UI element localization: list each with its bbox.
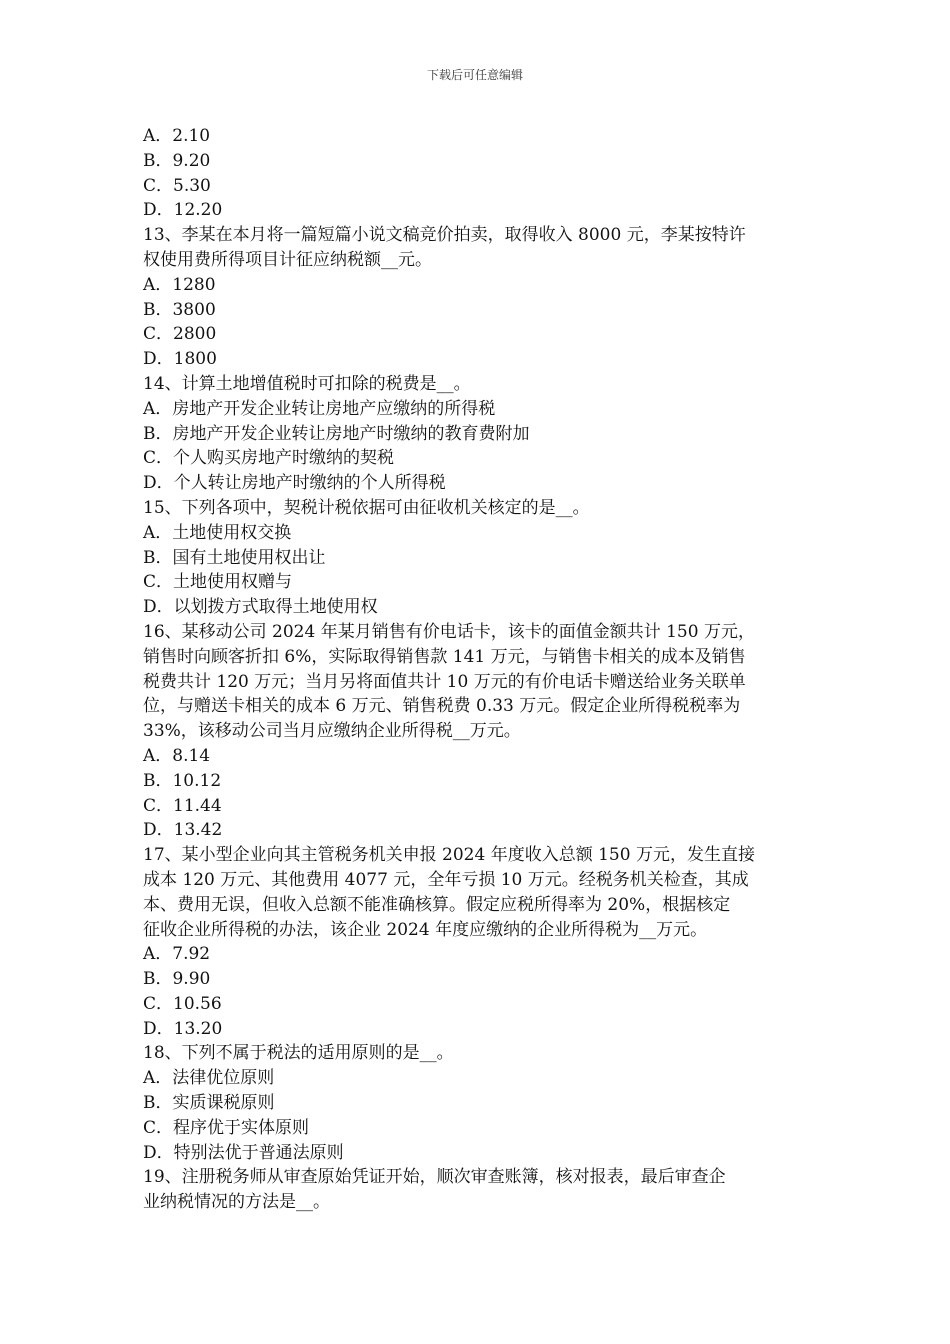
- text-line: A．2.10: [143, 126, 211, 146]
- text-line: D．13.42: [143, 820, 223, 841]
- text-line: B．3800: [143, 299, 216, 320]
- document-body: [143, 124, 808, 1215]
- text-line: A．8.14: [143, 745, 211, 766]
- text-line: 位，与赠送卡相关的成本 6 万元、销售税费 0.33 万元。假定企业所得税税率为: [143, 696, 741, 717]
- text-line: 33%，该移动公司当月应缴纳企业所得税__万元。: [143, 721, 521, 742]
- text-line: C．程序优于实体原则: [143, 1117, 310, 1138]
- text-line: 征收企业所得税的办法，该企业 2024 年度应缴纳的企业所得税为__万元。: [143, 919, 708, 940]
- text-line: C．2800: [143, 324, 217, 345]
- text-line: 15、下列各项中，契税计税依据可由征收机关核定的是__。: [143, 497, 590, 518]
- text-line: C．土地使用权赠与: [143, 572, 293, 593]
- text-line: B．实质课税原则: [143, 1093, 275, 1114]
- text-line: 19、注册税务师从审查原始凭证开始，顺次审查账簿，核对报表，最后审查企: [143, 1167, 726, 1188]
- text-line: 税费共计 120 万元；当月另将面值共计 10 万元的有价电话卡赠送给业务关联单: [143, 671, 746, 692]
- text-line: A．1280: [143, 274, 216, 295]
- text-line: B．10.12: [143, 770, 222, 791]
- text-line: 成本 120 万元、其他费用 4077 元，全年亏损 10 万元。经税务机关检查，其成: [143, 869, 749, 890]
- text-line: C．10.56: [143, 993, 222, 1014]
- page-header: 下载后可任意编辑: [426, 68, 523, 82]
- text-line: D．特别法优于普通法原则: [143, 1142, 344, 1163]
- text-line: B．9.20: [143, 150, 211, 171]
- text-line: B．9.90: [143, 969, 211, 990]
- text-line: C．11.44: [143, 795, 222, 816]
- text-line: C．5.30: [143, 175, 211, 196]
- text-line: B．国有土地使用权出让: [143, 547, 326, 568]
- text-line: 14、计算土地增值税时可扣除的税费是__。: [143, 373, 471, 394]
- text-line: 权使用费所得项目计征应纳税额__元。: [143, 249, 432, 270]
- text-line: D．以划拨方式取得土地使用权: [143, 597, 378, 618]
- text-line: B．房地产开发企业转让房地产时缴纳的教育费附加: [143, 423, 530, 444]
- text-line: A．房地产开发企业转让房地产应缴纳的所得税: [143, 398, 496, 419]
- text-line: D．12.20: [143, 200, 223, 221]
- text-line: 16、某移动公司 2024 年某月销售有价电话卡，该卡的面值金额共计 150 万元，: [143, 621, 755, 642]
- text-line: D．个人转让房地产时缴纳的个人所得税: [143, 473, 446, 494]
- text-line: A．土地使用权交换: [143, 522, 292, 543]
- text-line: 本、费用无误，但收入总额不能准确核算。假定应税所得率为 20%，根据核定: [143, 894, 731, 915]
- text-line: 13、李某在本月将一篇短篇小说文稿竞价拍卖，取得收入 8000 元，李某按特许: [143, 225, 746, 246]
- text-line: 18、下列不属于税法的适用原则的是__。: [143, 1043, 454, 1064]
- text-line: A．7.92: [143, 944, 211, 965]
- text-line: D．13.20: [143, 1018, 223, 1039]
- text-line: A．法律优位原则: [143, 1068, 275, 1089]
- text-line: 业纳税情况的方法是__。: [143, 1192, 330, 1213]
- text-line: 17、某小型企业向其主管税务机关申报 2024 年度收入总额 150 万元，发生直接: [143, 845, 755, 866]
- text-line: C．个人购买房地产时缴纳的契税: [143, 448, 395, 469]
- text-line: D．1800: [143, 349, 217, 370]
- text-line: 销售时向顾客折扣 6%，实际取得销售款 141 万元，与销售卡相关的成本及销售: [143, 646, 746, 667]
